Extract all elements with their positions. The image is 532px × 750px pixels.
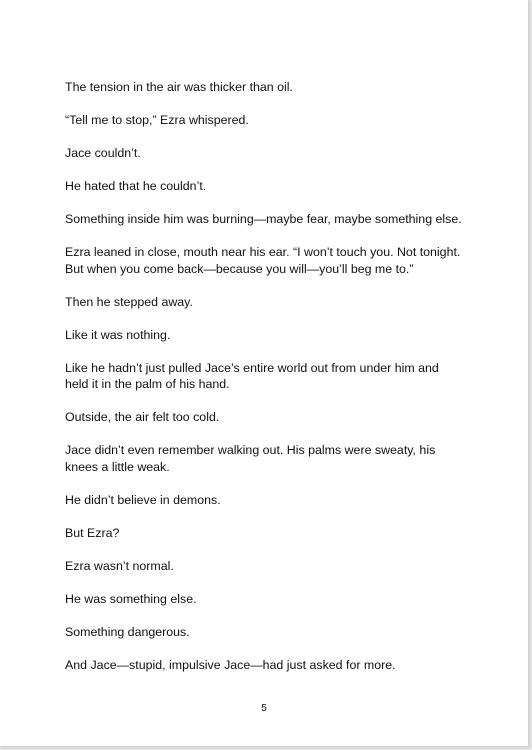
paragraph: And Jace—stupid, impulsive Jace—had just asked for more.	[65, 657, 396, 672]
paragraph: The tension in the air was thicker than oil.	[65, 80, 293, 94]
paragraph: Then he stepped away.	[65, 294, 193, 309]
paragraph: Jace couldn’t.	[65, 146, 141, 160]
paragraph: Jace didn’t even remember walking out. His palms were sweaty, his knees a little weak.	[65, 443, 436, 474]
paragraph: Something inside him was burning—maybe fear, maybe something else.	[65, 212, 462, 226]
paragraph: But Ezra?	[65, 525, 120, 540]
paragraph: He didn’t believe in demons.	[65, 492, 221, 507]
paragraph: Ezra leaned in close, mouth near his ear. “I won’t touch you. Not tonight. But when you come back—because you will—you’ll beg me to.”	[65, 245, 461, 276]
paragraph: He was something else.	[65, 591, 197, 606]
paragraph: Outside, the air felt too cold.	[65, 410, 220, 424]
paragraph: Something dangerous.	[65, 624, 190, 639]
paragraph: Like he hadn’t just pulled Jace’s entire world out from under him and held it in the palm of his hand.	[65, 360, 439, 391]
paragraph: Ezra wasn’t normal.	[65, 558, 174, 573]
page-number: 5	[261, 703, 267, 714]
paragraph: “Tell me to stop,” Ezra whispered.	[65, 113, 249, 127]
body-text	[65, 79, 485, 690]
paragraph: Like it was nothing.	[65, 327, 171, 342]
paragraph: He hated that he couldn’t.	[65, 179, 207, 193]
